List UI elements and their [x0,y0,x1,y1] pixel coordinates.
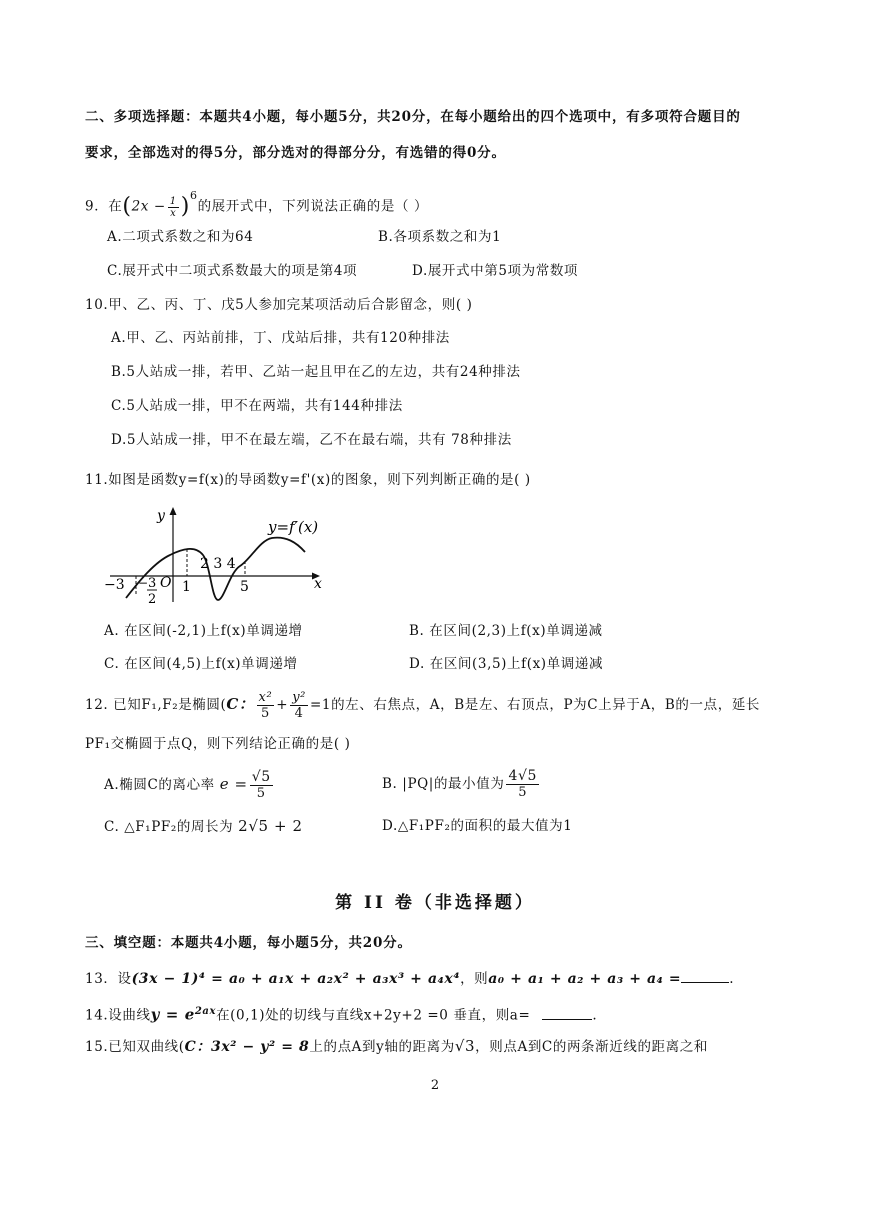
q12-x2: x² [258,690,273,705]
q12-stem [85,686,760,723]
q9-prefix: 9．在 [85,198,123,215]
q12-option-c [104,816,303,837]
tick-5: 5 [240,579,249,595]
q12-den5: 5 [260,706,270,721]
q9-option-d: D.展开式中第5项为常数项 [412,263,579,279]
q12-opt-a-den: 5 [256,786,266,801]
tick-neg3half-den: 2 [148,592,157,607]
tick-neg3half-sign: − [138,576,149,590]
q9-frac-den: x [170,207,177,219]
tick-neg3: −3 [104,577,125,593]
section2-heading-line1: 二、多项选择题：本题共4小题，每小题5分，共20分，在每小题给出的四个选项中，有多项符合题目的 [85,109,741,125]
curve-label: y=f′(x) [268,518,319,536]
origin-label: O [160,575,172,591]
q12-plus: + [276,697,289,713]
q11-stem: 11.如图是函数y=f(x)的导函数y=f'(x)的图象，则下列判断正确的是( ) [85,472,531,488]
q9-stem: 9．在(2x − $\frac{1}{x}$ )$^6$的展开式中，下列说法正确的是（ ） [85,189,429,219]
q12-den4: 4 [294,706,304,721]
q14-prefix: 14.设曲线 [85,1007,151,1024]
q12-option-d: D.△F₁PF₂的面积的最大值为1 [382,818,573,834]
tick-1: 1 [182,579,191,595]
q12-stem-rest: 的左、右焦点，A，B是左、右顶点，P为C上异于A，B的一点，延长 [331,697,761,713]
q12-opt-c-text: C. △F₁PF₂的周长为 [104,819,234,835]
q10-stem: 10.甲、乙、丙、丁、戊5人参加完某项活动后合影留念，则( ) [85,297,473,313]
q9-frac-num: 1 [169,195,177,207]
q12-opt-a-text: A.椭圆C的离心率 [104,777,215,793]
q9-expr-base: 2x − [131,198,166,215]
q9-option-c: C.展开式中二项式系数最大的项是第4项 [107,263,358,279]
tick-neg3half-num: 3 [148,576,157,591]
q10-option-a: A.甲、乙、丙站前排，丁、戊站后排，共有120种排法 [111,330,450,346]
q13-prefix: 13．设 [85,971,132,987]
q12-opt-a-num: √5 [251,769,271,785]
part2-title: 第 II 卷（非选择题） [335,893,535,913]
q14-end: . [592,1007,598,1024]
q14 [85,1002,597,1026]
q13 [85,968,734,989]
q12-opt-b-text: B. |PQ|的最小值为 [382,776,505,792]
q12-option-b [382,764,541,804]
q9-exponent: 6 [189,189,198,202]
q15-mid: 上的点A到y轴的距离为 [309,1039,455,1055]
q12-prefix: 12. 已知F₁,F₂是椭圆( [85,697,227,713]
q10-option-c: C.5人站成一排，甲不在两端，共有144种排法 [111,398,403,414]
q13-expression: (3x − 1)⁴ = a₀ + a₁x + a₂x² + a₃x³ + a₄x⁴ [131,971,461,987]
q9-option-a: A.二项式系数之和为64 [107,229,254,245]
q11-option-b: B. 在区间(2,3)上f(x)单调递减 [409,623,603,639]
q10-option-d: D.5人站成一排，甲不在最左端，乙不在最右端，共有 78种排法 [111,432,512,448]
q13-end: . [729,971,735,987]
y-axis-arrow-icon [170,507,177,515]
q12-y2: y² [292,690,306,705]
q15-rest: ，则点A到C的两条渐近线的距离之和 [475,1039,708,1055]
q11-option-c: C. 在区间(4,5)上f(x)单调递增 [104,656,298,672]
q13-answer-blank [681,968,729,983]
q14-rest: 在(0,1)处的切线与直线x+2y+2 =0 垂直，则a= [216,1007,531,1024]
q9-option-b: B.各项系数之和为1 [378,229,502,245]
q11-derivative-graph [100,500,340,610]
q12-opt-c-val: 2√5 + 2 [238,817,303,835]
section3-heading: 三、填空题：本题共4小题，每小题5分，共20分。 [85,935,412,951]
q15-curve: C：3x² − y² = 8 [184,1039,310,1055]
x-axis-label: x [314,576,322,592]
q12-stem-line2: PF₁交椭圆于点Q，则下列结论正确的是( ) [85,736,351,752]
q13-sum: a₀ + a₁ + a₂ + a₃ + a₄ = [488,971,682,987]
q12-ellipse-c: C： [226,695,255,713]
q10-option-b: B.5人站成一排，若甲、乙站一起且甲在乙的左边，共有24种排法 [111,364,521,380]
q15-prefix: 15.已知双曲线( [85,1039,185,1055]
q14-exponent: 2ax [194,1006,217,1017]
q15-distance: √3 [454,1037,476,1055]
q14-answer-blank [542,1005,592,1020]
q13-mid: ，则 [460,971,489,987]
q11-option-a: A. 在区间(-2,1)上f(x)单调递增 [104,623,303,639]
y-axis-label: y [157,508,165,524]
q9-suffix: 的展开式中，下列说法正确的是（ ） [197,198,429,215]
q12-eq1: =1 [309,697,332,713]
q12-option-a [104,764,275,805]
section2-heading-line2: 要求，全部选对的得5分，部分选对的得部分分，有选错的得0分。 [85,145,506,161]
tick-2-3-4: 2 3 4 [200,556,236,572]
q15 [85,1036,708,1057]
q12-opt-a-e: e = [219,775,248,793]
page-number: 2 [430,1078,440,1093]
q12-opt-b-num: 4√5 [508,768,537,784]
q14-curve: y = e [150,1005,195,1024]
q11-option-d: D. 在区间(3,5)上f(x)单调递减 [409,656,604,672]
q12-opt-b-den: 5 [518,785,528,800]
